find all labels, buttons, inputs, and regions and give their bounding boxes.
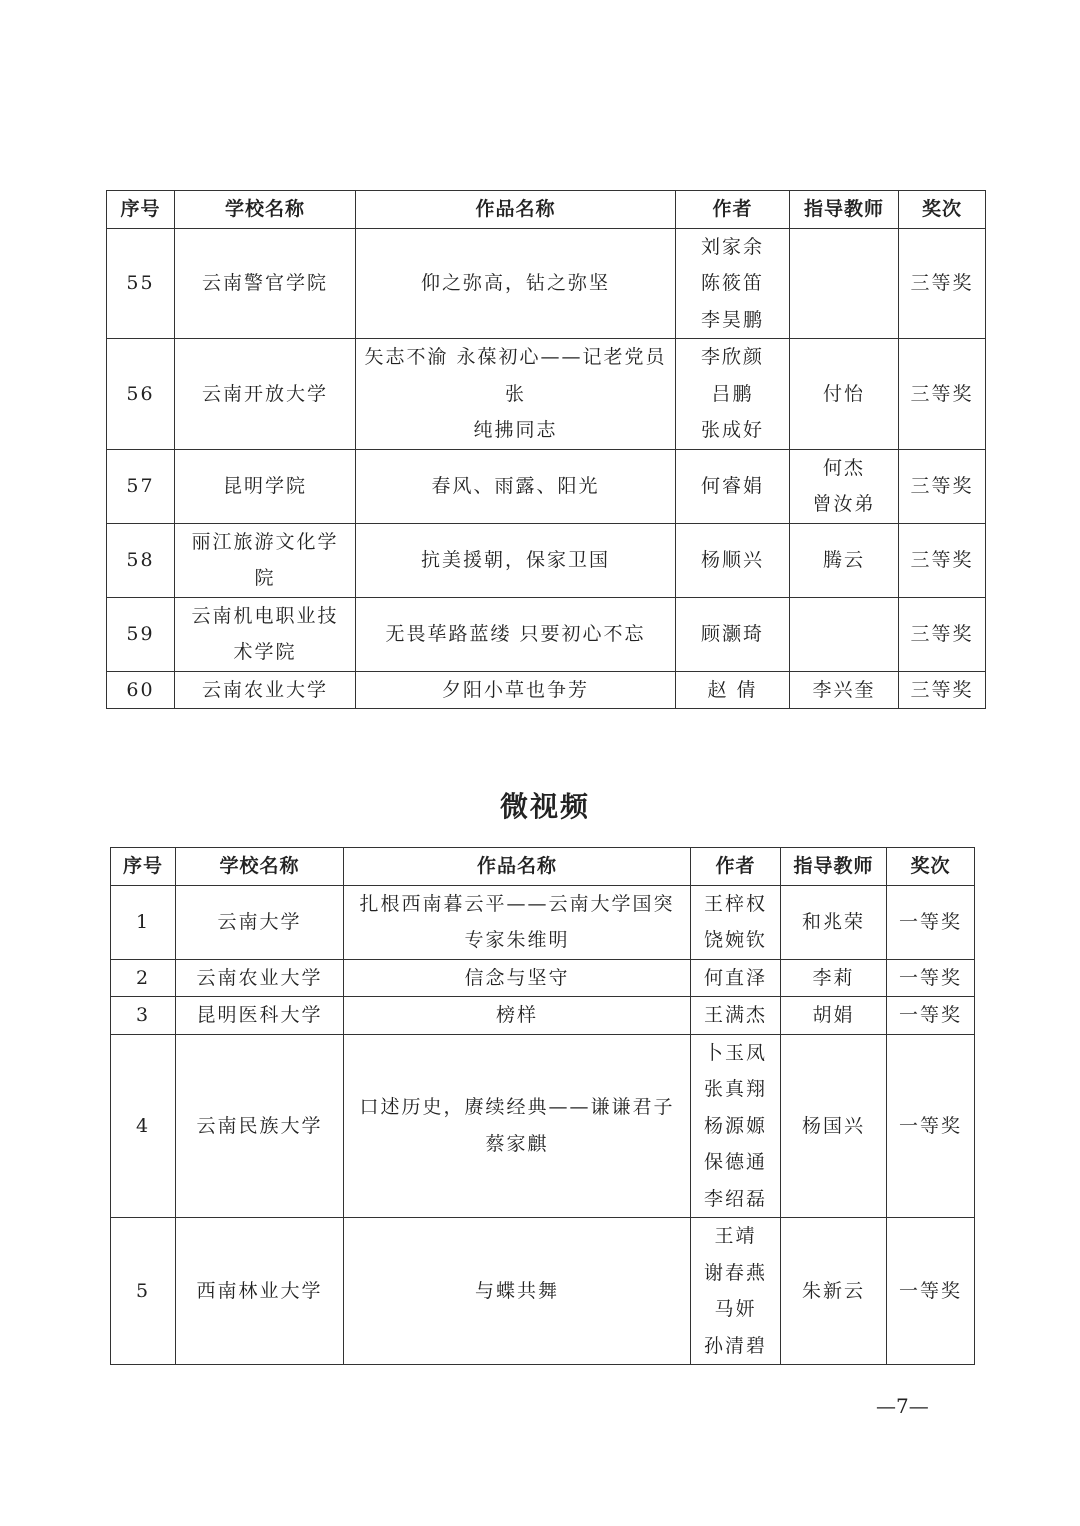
- header-award: 奖次: [899, 191, 986, 229]
- header-author: 作者: [691, 848, 781, 886]
- cell-award: 一等奖: [887, 1218, 975, 1365]
- header-no: 序号: [111, 848, 176, 886]
- table-row: [107, 671, 986, 709]
- awards-table-micro-video: [110, 847, 975, 1365]
- cell-work: 春风、雨露、阳光: [356, 449, 676, 523]
- cell-work: 信念与坚守: [344, 959, 691, 997]
- cell-author: 赵 倩: [676, 671, 790, 709]
- cell-school: 云南农业大学: [176, 959, 344, 997]
- header-author: 作者: [676, 191, 790, 229]
- cell-teacher: 何杰 曾汝弟: [790, 449, 899, 523]
- cell-no: 60: [107, 671, 175, 709]
- cell-award: 一等奖: [887, 959, 975, 997]
- cell-no: 56: [107, 339, 175, 450]
- cell-work: 无畏荜路蓝缕 只要初心不忘: [356, 597, 676, 671]
- cell-author: 卜玉凤 张真翔 杨源嫄 保德通 李绍磊: [691, 1034, 781, 1218]
- header-school: 学校名称: [176, 848, 344, 886]
- table-row: [107, 449, 986, 523]
- cell-no: 2: [111, 959, 176, 997]
- cell-teacher: 杨国兴: [781, 1034, 887, 1218]
- cell-teacher: 李兴奎: [790, 671, 899, 709]
- table-row: [111, 1218, 975, 1365]
- table-row: [107, 339, 986, 450]
- table-row: [111, 1034, 975, 1218]
- header-school: 学校名称: [175, 191, 356, 229]
- cell-teacher: [790, 597, 899, 671]
- cell-award: 三等奖: [899, 597, 986, 671]
- cell-author: 何睿娟: [676, 449, 790, 523]
- header-award: 奖次: [887, 848, 975, 886]
- cell-teacher: 朱新云: [781, 1218, 887, 1365]
- cell-award: 三等奖: [899, 228, 986, 339]
- cell-author: 王满杰: [691, 997, 781, 1035]
- table-row: [107, 228, 986, 339]
- cell-school: 云南民族大学: [176, 1034, 344, 1218]
- cell-school: 云南农业大学: [175, 671, 356, 709]
- cell-author: 王靖 谢春燕 马妍 孙清碧: [691, 1218, 781, 1365]
- cell-school: 昆明医科大学: [176, 997, 344, 1035]
- cell-work: 抗美援朝，保家卫国: [356, 523, 676, 597]
- cell-no: 5: [111, 1218, 176, 1365]
- cell-teacher: 付怡: [790, 339, 899, 450]
- cell-school: 丽江旅游文化学 院: [175, 523, 356, 597]
- cell-work: 榜样: [344, 997, 691, 1035]
- cell-work: 夕阳小草也争芳: [356, 671, 676, 709]
- cell-work: 扎根西南暮云平——云南大学国突 专家朱维明: [344, 885, 691, 959]
- cell-teacher: 李莉: [781, 959, 887, 997]
- cell-award: 一等奖: [887, 885, 975, 959]
- cell-school: 云南机电职业技 术学院: [175, 597, 356, 671]
- cell-author: 顾灏琦: [676, 597, 790, 671]
- table-header-row: [107, 191, 986, 229]
- cell-school: 云南大学: [176, 885, 344, 959]
- cell-no: 58: [107, 523, 175, 597]
- cell-award: 一等奖: [887, 997, 975, 1035]
- header-teacher: 指导教师: [781, 848, 887, 886]
- cell-teacher: 腾云: [790, 523, 899, 597]
- cell-school: 云南警官学院: [175, 228, 356, 339]
- cell-no: 59: [107, 597, 175, 671]
- header-teacher: 指导教师: [790, 191, 899, 229]
- cell-no: 3: [111, 997, 176, 1035]
- cell-teacher: 胡娟: [781, 997, 887, 1035]
- table-row: [111, 997, 975, 1035]
- cell-author: 刘家余 陈筱笛 李昊鹏: [676, 228, 790, 339]
- table-header-row: [111, 848, 975, 886]
- cell-award: 一等奖: [887, 1034, 975, 1218]
- cell-award: 三等奖: [899, 339, 986, 450]
- cell-teacher: [790, 228, 899, 339]
- cell-award: 三等奖: [899, 671, 986, 709]
- cell-award: 三等奖: [899, 523, 986, 597]
- section-title: 微视频: [499, 790, 590, 823]
- cell-work: 与蝶共舞: [344, 1218, 691, 1365]
- cell-school: 云南开放大学: [175, 339, 356, 450]
- cell-no: 57: [107, 449, 175, 523]
- awards-table-1: [106, 190, 986, 709]
- cell-school: 西南林业大学: [176, 1218, 344, 1365]
- table-row: [111, 959, 975, 997]
- cell-author: 李欣颜 吕鹏 张成好: [676, 339, 790, 450]
- cell-author: 杨顺兴: [676, 523, 790, 597]
- cell-no: 4: [111, 1034, 176, 1218]
- header-work: 作品名称: [344, 848, 691, 886]
- cell-author: 何直泽: [691, 959, 781, 997]
- cell-work: 矢志不渝 永葆初心——记老党员张 纯拂同志: [356, 339, 676, 450]
- cell-work: 口述历史，赓续经典——谦谦君子 蔡家麒: [344, 1034, 691, 1218]
- cell-work: 仰之弥高，钻之弥坚: [356, 228, 676, 339]
- cell-school: 昆明学院: [175, 449, 356, 523]
- header-no: 序号: [107, 191, 175, 229]
- cell-no: 1: [111, 885, 176, 959]
- table-row: [107, 523, 986, 597]
- cell-teacher: 和兆荣: [781, 885, 887, 959]
- table-row: [111, 885, 975, 959]
- page-number: —7—: [876, 1394, 929, 1418]
- cell-no: 55: [107, 228, 175, 339]
- header-work: 作品名称: [356, 191, 676, 229]
- cell-author: 王梓权 饶婉钦: [691, 885, 781, 959]
- table-row: [107, 597, 986, 671]
- cell-award: 三等奖: [899, 449, 986, 523]
